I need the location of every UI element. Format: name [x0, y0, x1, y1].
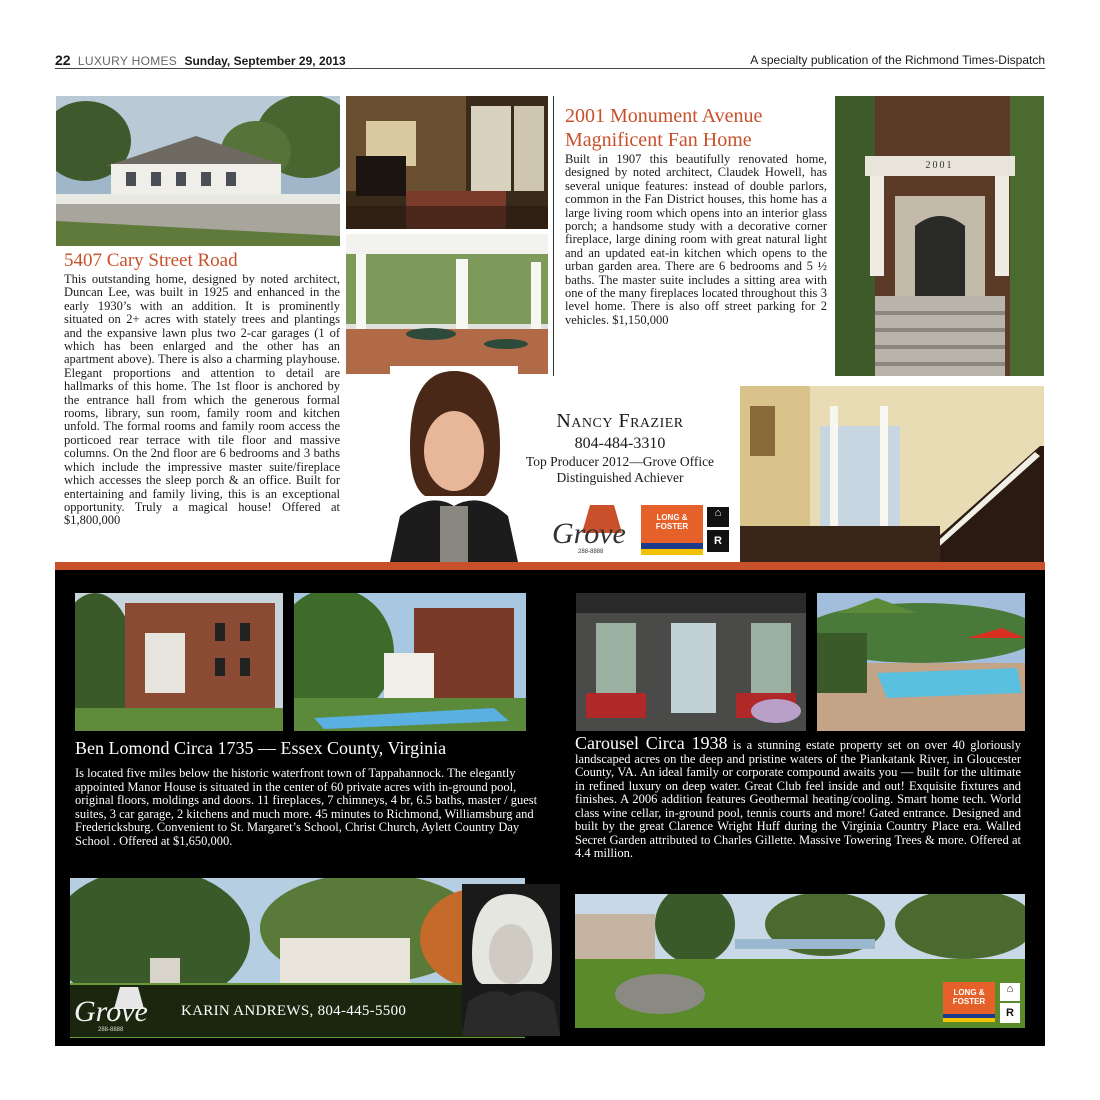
grove-logo-small	[74, 985, 164, 1037]
listing-body-carousel: is a stunning estate property set on over 40 gloriously landscaped acres on the deep and pristine waters of the Piankatank River, in Gloucester County, VA. An ideal family or corporate compound awaits you — built for the ultimate in refined luxury on deep water. Great Club feel inside and out! Exquisite fixtures and finishes. A 2006 addition features Geothermal heating/cooling. Smart home tech. World class wine cellar, in-ground pool, tennis courts and more! Gated entrance. Designed and built by the great Clarence Wright Huff during the Virginia Country Place era. Walled Secret Garden attributed to Charles Gillette. Massive Towering Trees & more. Offered at 4.4 million.	[575, 738, 1021, 860]
cary-street-exterior-photo	[56, 96, 340, 246]
listing-title-monument-avenue	[565, 104, 830, 152]
listing-description-carousel	[575, 733, 1021, 861]
listing-title-line-1: 2001 Monument Avenue	[565, 105, 763, 127]
agent-name-phone-karin[interactable]: KARIN ANDREWS, 804-445-5500	[181, 1003, 407, 1019]
agent-portrait-nancy	[390, 366, 518, 562]
listing-title-line-2: Magnificent Fan Home	[565, 129, 752, 151]
page-number: 22	[55, 52, 71, 68]
equal-housing-icon: ⌂	[707, 507, 729, 527]
listing-title-carousel: Carousel Circa 1938	[575, 733, 728, 753]
grove-wordmark: Grove	[552, 517, 626, 550]
agent-award-nancy: Distinguished Achiever	[556, 470, 684, 485]
carousel-interior-photo	[576, 593, 806, 731]
page-header	[55, 54, 1045, 69]
section-name: LUXURY HOMES	[77, 54, 178, 68]
issue-date: Sunday, September 29, 2013	[184, 54, 346, 68]
agent-portrait-karin	[462, 884, 560, 1036]
listing-description-cary-street: This outstanding home, designed by noted architect, Duncan Lee, was built in 1925 and enhanced in the early 1930’s with an addition. It is prominently situated on 2+ acres with stately trees and plantings and the expansive lawn plus two 2-car garages (1 of which has been enlarged and the other has an apartment above). There is also a charming playhouse. Elegant proportions and attention to detail are hallmarks of this home. The 1st floor is anchored by the entrance hall from which the generous formal rooms, library, sun room, family room and kitchen unfold. The formal rooms and family room access the porticoed rear terrace with tile floor and massive columns. On the 2nd floor are 6 bedrooms and 3 baths which include the impressive master suite/fireplace which accesses the sleep porch & an office. Built for entertaining and family living, this is an exceptional opportunity. Truly a magical house! Offered at $1,800,000	[64, 272, 340, 528]
long-foster-wordmark: LONG & FOSTER	[655, 513, 689, 531]
listing-title-cary-street: 5407 Cary Street Road	[64, 250, 238, 271]
carousel-pool-photo	[817, 593, 1025, 731]
grove-phone: 288-8888	[98, 1027, 124, 1033]
section-divider-rule	[55, 562, 1045, 570]
realtor-icon: R	[707, 530, 729, 552]
agent-name-nancy: Nancy Frazier	[556, 410, 684, 432]
listing-title-ben-lomond: Ben Lomond Circa 1735 — Essex County, Virginia	[75, 738, 447, 758]
long-foster-wordmark: LONG & FOSTER	[952, 988, 986, 1006]
house-number-sign: 2001	[925, 160, 954, 171]
column-divider	[553, 96, 554, 376]
agent-phone-nancy[interactable]: 804-484-3310	[574, 435, 666, 452]
publication-line: A specialty publication of the Richmond Times-Dispatch	[750, 53, 1045, 67]
ben-lomond-pool-photo	[294, 593, 526, 731]
agent-title-nancy: Top Producer 2012—Grove Office	[525, 454, 715, 469]
monument-avenue-entrance-photo	[835, 96, 1044, 376]
listing-description-monument-avenue: Built in 1907 this beautifully renovated home, designed by noted architect, Claudek Howell, has several unique features: instead of double parlors, common in the Fan District houses, this home has a large living room which opens into an interior glass porch; a handsome study with a decorative corner fireplace, large dining room with great natural light and an updated eat-in kitchen which opens to the urban garden area. There are 6 bedrooms and 5 ½ baths. The master suite includes a sitting area with one of the many fireplaces located throughout this 3 level home. There is also off street parking for 2 vehicles. $1,150,000	[565, 152, 827, 327]
grove-logo	[552, 505, 634, 560]
realtor-icon: R	[1000, 1003, 1020, 1023]
grove-phone: 288-8888	[578, 549, 604, 555]
long-foster-logo-bottom	[943, 982, 995, 1022]
entrance-hall-staircase-photo	[740, 386, 1044, 562]
living-room-photo	[346, 96, 548, 229]
listing-description-ben-lomond: Is located five miles below the historic waterfront town of Tappahannock. The elegantly appointed Manor House is situated in the center of 60 private acres with in-ground pool, original floors, moldings and doors. 11 fireplaces, 7 chimneys, 4 br, 6.5 baths, master / guest suites, 3 car garage, 2 kitchens and much more. 45 minutes to Richmond, Williamsburg and Fredericksburg. Convenient to St. Margaret’s School, Christ Church, Aylett Country Day School . Offered at $1,650,000.	[75, 766, 538, 848]
long-foster-logo	[641, 505, 703, 555]
ben-lomond-manor-photo	[75, 593, 283, 731]
equal-housing-icon: ⌂	[1000, 983, 1020, 1001]
sun-porch-photo	[346, 234, 548, 374]
grove-wordmark: Grove	[74, 995, 148, 1028]
